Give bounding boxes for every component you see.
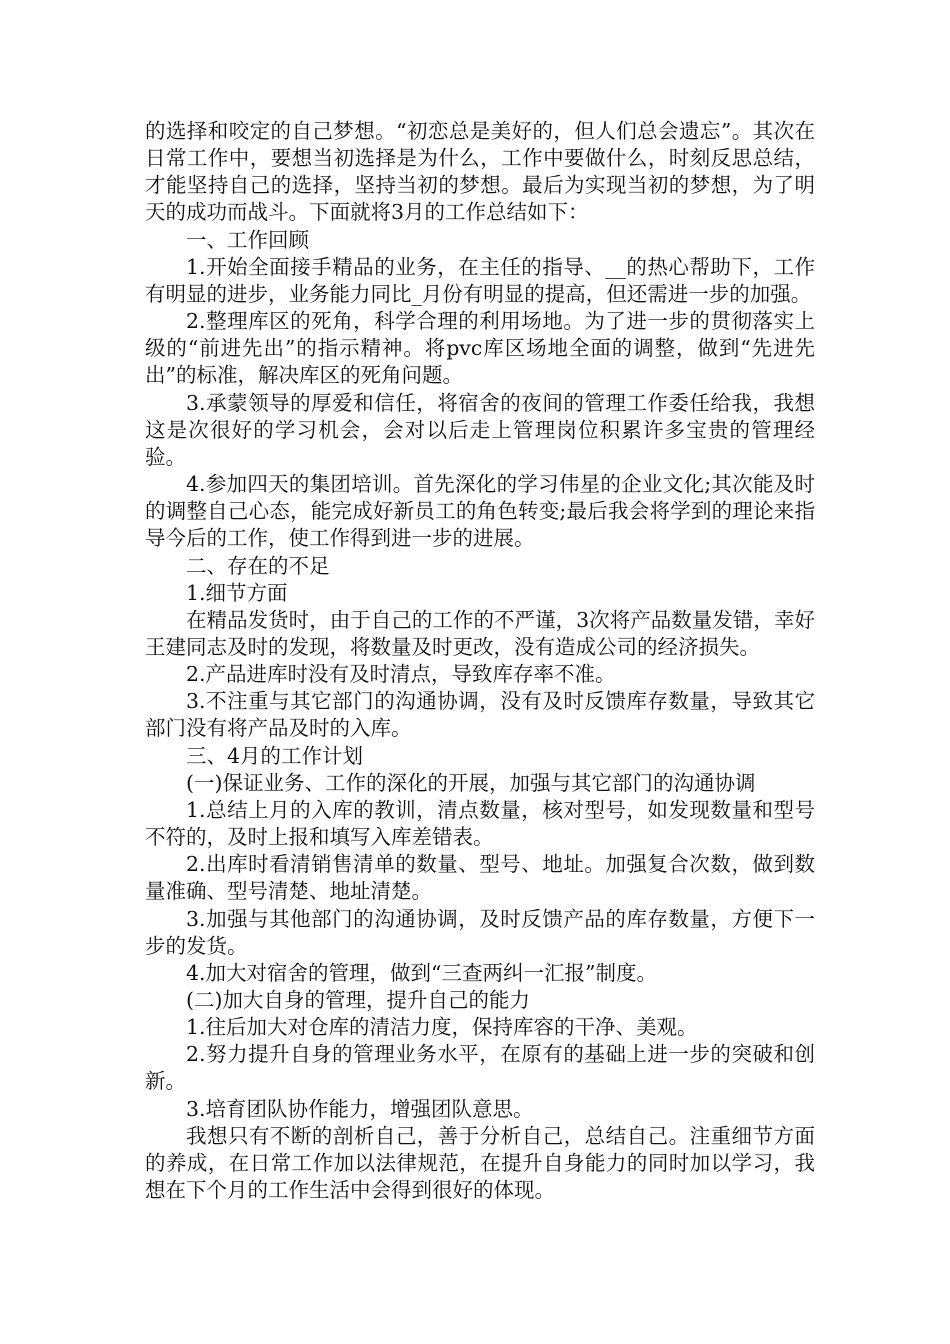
paragraph: 2.产品进库时没有及时清点，导致库存率不准。: [186, 662, 616, 687]
paragraph: 3.不注重与其它部门的沟通协调，没有及时反馈库存数量，导致其它部门没有将产品及时的入库。: [145, 689, 815, 741]
subsection-heading: 1.细节方面: [186, 580, 288, 605]
section-heading: 一、工作回顾: [186, 227, 309, 252]
paragraph: 1.总结上月的入库的教训，清点数量，核对型号，如发现数量和型号不符的，及时上报和填写入库差错表。: [145, 797, 815, 850]
section-heading: 二、存在的不足: [186, 553, 330, 578]
paragraph: 1.开始全面接手精品的业务，在主任的指导、__的热心帮助下，工作有明显的进步，业务能力同比_月份有明显的提高，但还需进一步的加强。: [145, 254, 815, 306]
paragraph: 4.参加四天的集团培训。首先深化的学习伟星的企业文化;其次能及时的调整自己心态，能完成好新员工的角色转变;最后我会将学到的理论来指导今后的工作，使工作得到进一步的进展。: [145, 472, 815, 551]
document-body: [145, 118, 815, 1204]
subsection-heading: (一)保证业务、工作的深化的开展，加强与其它部门的沟通协调: [186, 770, 756, 795]
section-heading: 三、4月的工作计划: [186, 743, 364, 768]
paragraph: 3.培育团队协作能力，增强团队意思。: [186, 1096, 534, 1121]
paragraph: 4.加大对宿舍的管理，做到“三查两纠一汇报”制度。: [186, 960, 658, 985]
subsection-heading: (二)加大自身的管理，提升自己的能力: [186, 988, 530, 1012]
paragraph: 在精品发货时，由于自己的工作的不严谨，3次将产品数量发错，幸好王建同志及时的发现，将数量及时更改，没有造成公司的经济损失。: [145, 607, 815, 659]
paragraph: 的选择和咬定的自己梦想。“初恋总是美好的，但人们总会遗忘”。其次在日常工作中，要想当初选择是为什么，工作中要做什么，时刻反思总结，才能坚持自己的选择，坚持当初的梦想。最后为实现当初的梦想，为了明天的成功而战斗。下面就将3月的工作总结如下：: [145, 119, 815, 225]
paragraph: 2.出库时看清销售清单的数量、型号、地址。加强复合次数，做到数量准确、型号清楚、地址清楚。: [145, 852, 815, 904]
paragraph: 2.整理库区的死角，科学合理的利用场地。为了进一步的贯彻落实上级的“前进先出”的指示精神。将pvc库区场地全面的调整，做到“先进先出”的标准，解决库区的死角问题。: [145, 309, 815, 388]
paragraph: 3.加强与其他部门的沟通协调，及时反馈产品的库存数量，方便下一步的发货。: [145, 906, 815, 958]
paragraph: 3.承蒙领导的厚爱和信任，将宿舍的夜间的管理工作委任给我，我想这是次很好的学习机会，会对以后走上管理岗位积累许多宝贵的管理经验。: [145, 390, 815, 469]
closing-paragraph: 我想只有不断的剖析自己，善于分析自己，总结自己。注重细节方面的养成，在日常工作加以法律规范，在提升自身能力的同时加以学习，我想在下个月的工作生活中会得到很好的体现。: [145, 1123, 815, 1203]
paragraph: 2.努力提升自身的管理业务水平，在原有的基础上进一步的突破和创新。: [145, 1042, 815, 1094]
paragraph: 1.往后加大对仓库的清洁力度，保持库容的干净、美观。: [186, 1015, 698, 1040]
